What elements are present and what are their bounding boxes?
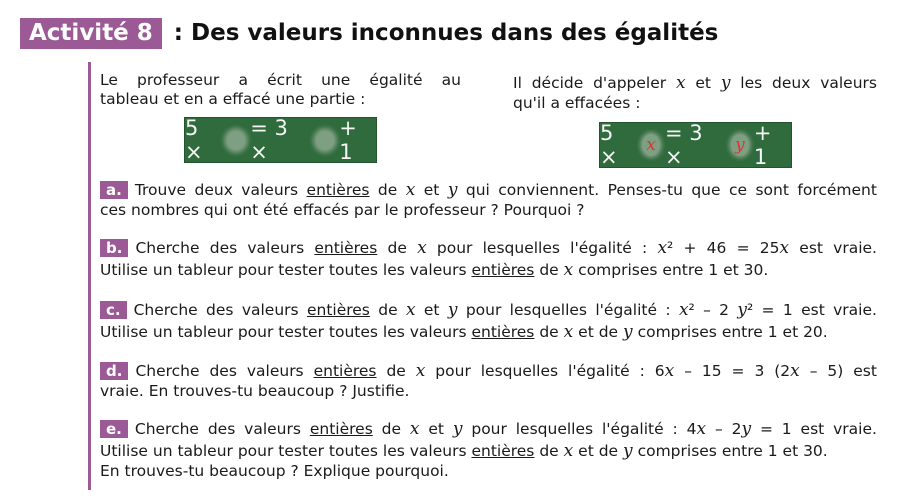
activity-title: : Des valeurs inconnues dans des égalités (173, 20, 719, 46)
intro-left-line1: Le professeur a écrit une égalité au (100, 71, 461, 89)
question-a-label: a. (100, 181, 128, 199)
activity-header (20, 17, 718, 49)
question-c-line1: c. Cherche des valeurs entières de x et y pour lesquelles l'égalité : x² – 2 y² = 1 est vraie. (100, 300, 877, 320)
chalkboard-with-unknowns: 5 × x = 3 × y + 1 (599, 122, 792, 168)
question-d-line1: d. Cherche des valeurs entières de x pour lesquelles l'égalité : 6x – 15 = 3 (2x – 5) est (100, 361, 877, 381)
question-b-line1: b. Cherche des valeurs entières de x pour lesquelles l'égalité : x² + 46 = 25x est vraie. (100, 238, 877, 258)
question-e-line1: e. Cherche des valeurs entières de x et y pour lesquelles l'égalité : 4x – 2y = 1 est vraie. (100, 419, 877, 439)
intro-right-line2: qu'il a effacées : (513, 94, 641, 112)
erased-spot-2 (316, 131, 335, 150)
question-a-line1: a. Trouve deux valeurs entières de x et y qui conviennent. Penses-tu que ce sont forcément (100, 180, 877, 200)
intro-right-line1: Il décide d'appeler x et y les deux valeurs (513, 73, 877, 93)
question-e-line2: Utilise un tableur pour tester toutes les valeurs entières de x et de y comprises entre 1 et 30. (100, 441, 828, 461)
intro-left-line2: tableau et en a effacé une partie : (100, 90, 366, 108)
unknown-y-spot: y (731, 134, 749, 156)
question-b-line2: Utilise un tableur pour tester toutes les valeurs entières de x comprises entre 1 et 30. (100, 260, 769, 280)
chalkboard-erased: 5 × = 3 × + 1 (184, 117, 377, 163)
question-d-line2: vraie. En trouves-tu beaucoup ? Justifie. (100, 382, 410, 400)
unknown-x-spot: x (642, 134, 660, 156)
question-d-label: d. (100, 362, 128, 380)
question-e-label: e. (100, 420, 128, 438)
erased-spot-1 (227, 131, 246, 150)
question-e-line3: En trouves-tu beaucoup ? Explique pourquoi. (100, 462, 449, 480)
question-b-label: b. (100, 239, 128, 257)
question-c-line2: Utilise un tableur pour tester toutes les valeurs entières de x et de y comprises entre 1 et 20. (100, 322, 828, 342)
left-accent-bar (88, 62, 91, 490)
question-c-label: c. (100, 301, 127, 319)
activity-badge: Activité 8 (20, 18, 162, 49)
question-a-line2: ces nombres qui ont été effacés par le professeur ? Pourquoi ? (100, 201, 585, 219)
